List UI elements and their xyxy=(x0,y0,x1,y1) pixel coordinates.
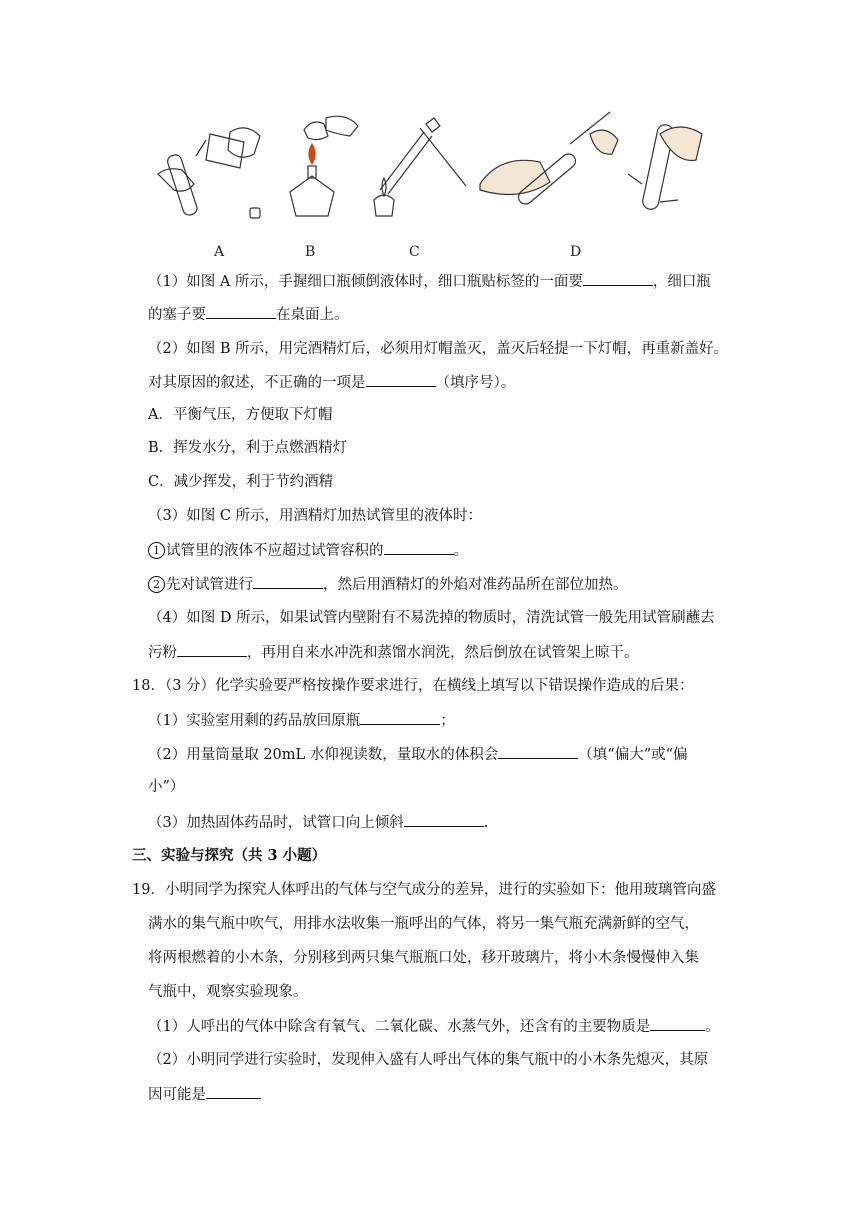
figure-b-alcohol-lamp xyxy=(290,116,358,216)
q17-part2-text-b: 对其原因的叙述，不正确的一项是 xyxy=(148,375,366,391)
q18-item1 xyxy=(148,710,455,731)
q17-part2-text-c: （填序号）。 xyxy=(435,375,516,391)
q19-line3: 将两根燃着的小木条，分别移到两只集气瓶瓶口处，移开玻璃片，将小木条慢慢伸入集 xyxy=(148,950,699,966)
q17-item2-text-a: 先对试管进行 xyxy=(166,577,253,593)
answer-blank[interactable] xyxy=(206,1084,261,1099)
answer-blank[interactable] xyxy=(498,744,578,759)
figure-c-heating-tube xyxy=(374,118,466,216)
q19-line1: 19．小明同学为探究人体呼出的气体与空气成分的差异，进行的实验如下：他用玻璃管向盛 xyxy=(132,882,716,898)
lab-illustration xyxy=(140,104,720,264)
q18-item1-text-a: （1）实验室用剩的药品放回原瓶 xyxy=(148,713,361,729)
q19-item1-text-a: （1）人呼出的气体中除含有氧气、二氧化碳、水蒸气外，还含有的主要物质是 xyxy=(148,1019,651,1035)
answer-blank[interactable] xyxy=(253,574,323,589)
q17-part3-item2 xyxy=(148,574,628,595)
q17-part1-line2 xyxy=(148,304,349,325)
q19-item2-text-b: 因可能是 xyxy=(148,1087,206,1103)
q17-part1-text-d: 在桌面上。 xyxy=(276,307,349,323)
q17-part4-text-b: 污粉 xyxy=(148,645,177,661)
q18-item3-text-a: （3）加热固体药品时，试管口向上倾斜 xyxy=(148,815,404,831)
circled-number-1: 1 xyxy=(148,542,165,559)
q17-part1-line1 xyxy=(148,271,711,292)
q18-heading: 18．（3 分）化学实验要严格按操作要求进行，在横线上填写以下错误操作造成的后果： xyxy=(132,678,694,694)
answer-blank[interactable] xyxy=(366,372,436,387)
q18-item1-text-b: ； xyxy=(440,713,455,729)
q17-part4-line2 xyxy=(148,642,639,663)
q18-item2-text-a: （2）用量筒量取 20mL 水仰视读数，量取水的体积会 xyxy=(148,747,499,763)
q17-part3-item1 xyxy=(148,540,468,561)
q17-option-a: A．平衡气压，方便取下灯帽 xyxy=(148,407,333,423)
answer-blank[interactable] xyxy=(177,642,247,657)
q17-item1-text-b: 。 xyxy=(453,543,468,559)
q19-item1-text-b: 。 xyxy=(705,1019,720,1035)
q19-item1 xyxy=(148,1016,720,1037)
answer-blank[interactable] xyxy=(404,812,484,827)
q18-item2-line1 xyxy=(148,744,688,765)
q19-item2-line2 xyxy=(148,1084,261,1105)
q17-part1-text-c: 的塞子要 xyxy=(148,307,206,323)
q17-part4-text-c: ，再用自来水冲洗和蒸馏水润洗，然后倒放在试管架上晾干。 xyxy=(247,645,639,661)
q17-item2-text-b: ，然后用酒精灯的外焰对准药品所在部位加热。 xyxy=(323,577,628,593)
answer-blank[interactable] xyxy=(384,540,454,555)
figure-label-c: C xyxy=(409,244,420,260)
figure-label-a: A xyxy=(214,244,225,260)
figure-d-cleaning-tube xyxy=(480,112,702,211)
answer-blank[interactable] xyxy=(650,1016,705,1031)
lab-operations-figure xyxy=(140,104,720,264)
q17-option-b: B．挥发水分，利于点燃酒精灯 xyxy=(148,440,348,456)
q17-item1-text-a: 试管里的液体不应超过试管容积的 xyxy=(166,543,384,559)
q17-part4-line1: （4）如图 D 所示，如果试管内壁附有不易洗掉的物质时，清洗试管一般先用试管刷蘸去 xyxy=(148,610,715,626)
circled-number-2: 2 xyxy=(148,576,165,593)
q17-part2-line2 xyxy=(148,372,515,393)
answer-blank[interactable] xyxy=(360,710,440,725)
q19-line4: 气瓶中，观察实验现象。 xyxy=(148,984,308,1000)
figure-a-pouring xyxy=(158,128,260,218)
answer-blank[interactable] xyxy=(583,271,653,286)
figure-label-d: D xyxy=(570,244,582,260)
figure-label-b: B xyxy=(305,244,316,260)
section-title: 三、实验与探究（共 3 小题） xyxy=(132,847,327,864)
answer-blank[interactable] xyxy=(206,304,276,319)
q17-part2-line1 xyxy=(148,339,728,359)
q18-item2-line2: 小”） xyxy=(148,779,185,795)
q17-part2-text-a: （2）如图 B 所示，用完酒精灯后，必须用灯帽盖灭，盖灭后轻提一下灯帽，再重新盖好。 xyxy=(148,341,729,357)
q17-part3: （3）如图 C 所示，用酒精灯加热试管里的液体时： xyxy=(148,508,483,524)
q17-part1-text-b: ，细口瓶 xyxy=(652,274,711,290)
q17-part1-text-a: （1）如图 A 所示，手握细口瓶倾倒液体时，细口瓶贴标签的一面要 xyxy=(148,274,583,290)
q19-item2-line1: （2）小明同学进行实验时，发现伸入盛有人呼出气体的集气瓶中的小木条先熄灭，其原 xyxy=(148,1052,709,1068)
q17-option-c: C．减少挥发，利于节约酒精 xyxy=(148,474,334,490)
q18-item2-text-b: （填“偏大”或“偏 xyxy=(578,747,688,763)
q19-line2: 满水的集气瓶中吹气，用排水法收集一瓶呼出的气体，将另一集气瓶充满新鲜的空气， xyxy=(148,916,699,932)
q18-item3 xyxy=(148,812,488,833)
q18-item3-text-b: . xyxy=(483,815,489,831)
